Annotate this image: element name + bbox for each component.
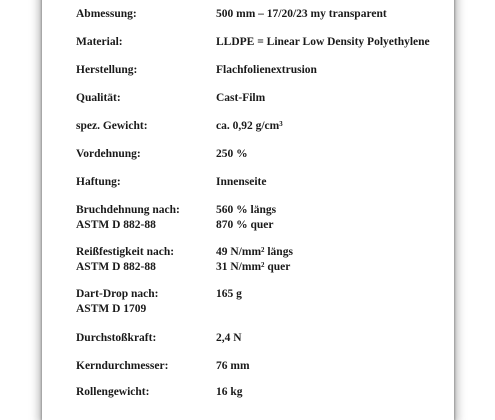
spec-row-reissfestigkeit: [76, 245, 446, 275]
spec-row-vordehnung: [76, 147, 446, 162]
spec-row-qualitaet: [76, 91, 446, 106]
spec-row-dart-drop: [76, 287, 446, 317]
spec-row-bruchdehnung: [76, 203, 446, 233]
spec-label: Qualität:: [76, 92, 121, 104]
spec-label: ASTM D 882-88: [76, 219, 156, 231]
spec-label: Vordehnung:: [76, 148, 141, 160]
spec-row-haftung: [76, 175, 446, 190]
spec-label: Durchstoßkraft:: [76, 332, 157, 344]
spec-row-abmessung: [76, 7, 446, 22]
spec-label: Dart-Drop nach:: [76, 288, 159, 300]
spec-value: 16 kg: [216, 386, 243, 398]
spec-value: 76 mm: [216, 360, 250, 372]
spec-value: 560 % längs: [216, 204, 277, 216]
spec-value: 500 mm – 17/20/23 my transparent: [216, 8, 387, 20]
spec-label: ASTM D 1709: [76, 303, 147, 315]
spec-label: Abmessung:: [76, 8, 137, 20]
spec-value: Cast-Film: [216, 92, 266, 104]
spec-value: 31 N/mm² quer: [216, 261, 291, 273]
spec-value: Flachfolienextrusion: [216, 64, 317, 76]
spec-row-rollengewicht: [76, 385, 446, 400]
spec-value: 165 g: [216, 288, 242, 300]
spec-label: ASTM D 882-88: [76, 261, 156, 273]
spec-value: 49 N/mm² längs: [216, 246, 293, 258]
spec-row-material: [76, 35, 446, 50]
spec-label: Rollengewicht:: [76, 386, 150, 398]
spec-value: 870 % quer: [216, 219, 274, 231]
spec-value: Innenseite: [216, 176, 267, 188]
spec-label: Herstellung:: [76, 64, 138, 76]
spec-row-durchstosskraft: [76, 331, 446, 346]
spec-value: LLDPE = Linear Low Density Polyethylene: [216, 36, 430, 48]
spec-row-kerndurchmesser: [76, 359, 446, 374]
spec-label: Bruchdehnung nach:: [76, 204, 180, 216]
spec-value: 2,4 N: [216, 332, 242, 344]
spec-value: 250 %: [216, 148, 248, 160]
spec-label: Kerndurchmesser:: [76, 360, 169, 372]
spec-label: Haftung:: [76, 176, 121, 188]
spec-row-spez-gewicht: [76, 119, 446, 134]
document-page: [42, 0, 454, 420]
spec-sheet: [42, 0, 454, 420]
spec-label: Reißfestigkeit nach:: [76, 246, 175, 258]
spec-label: spez. Gewicht:: [76, 120, 148, 132]
spec-row-herstellung: [76, 63, 446, 78]
spec-label: Material:: [76, 36, 123, 48]
spec-value: ca. 0,92 g/cm³: [216, 120, 283, 132]
